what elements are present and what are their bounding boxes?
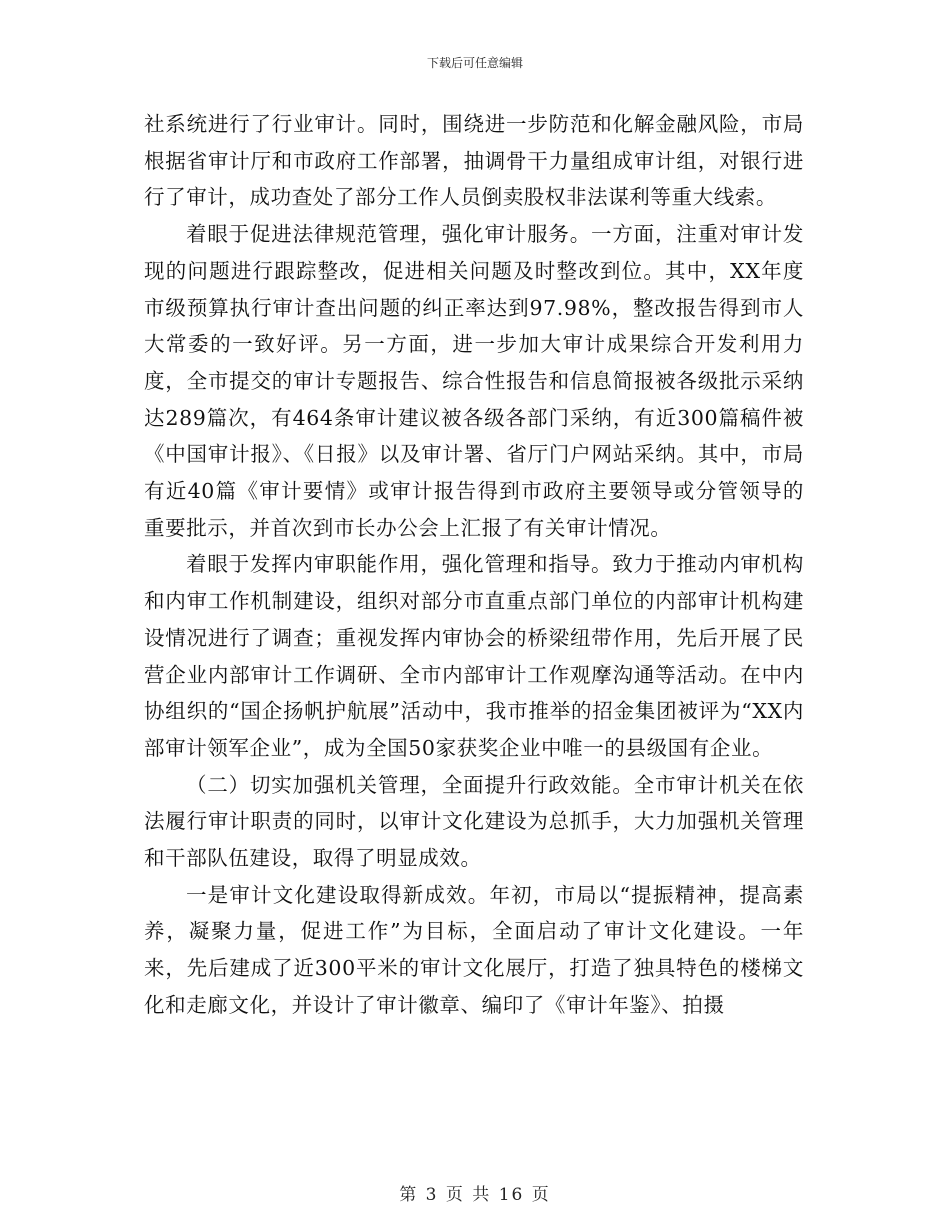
document-body: [144, 106, 804, 1024]
page-header: 下载后可任意编辑: [426, 56, 523, 70]
paragraph-2: 着眼于促进法律规范管理，强化审计服务。一方面，注重对审计发现的问题进行跟踪整改，促进相关问题及时整改到位。其中，XX年度市级预算执行审计查出问题的纠正率达到97.98%，整改报告得到市人大常委的一致好评。另一方面，进一步加大审计成果综合开发利用力度，全市提交的审计专题报告、综合性报告和信息简报被各级批示采纳达289篇次，有464条审计建议被各级各部门采纳，有近300篇稿件被《中国审计报》、《日报》以及审计署、省厅门户网站采纳。其中，市局有近40篇《审计要情》或审计报告得到市政府主要领导或分管领导的重要批示，并首次到市长办公会上汇报了有关审计情况。: [144, 222, 804, 540]
paragraph-1: 社系统进行了行业审计。同时，围绕进一步防范和化解金融风险，市局根据省审计厅和市政府工作部署，抽调骨干力量组成审计组，对银行进行了审计，成功查处了部分工作人员倒卖股权非法谋利等重大线索。: [144, 112, 804, 210]
page-footer: 第 3 页 共 16 页: [399, 1185, 551, 1205]
paragraph-4: （二）切实加强机关管理，全面提升行政效能。全市审计机关在依法履行审计职责的同时，以审计文化建设为总抓手，大力加强机关管理和干部队伍建设，取得了明显成效。: [144, 772, 804, 871]
paragraph-3: 着眼于发挥内审职能作用，强化管理和指导。致力于推动内审机构和内审工作机制建设，组织对部分市直重点部门单位的内部审计机构建设情况进行了调查；重视发挥内审协会的桥梁纽带作用，先后开展了民营企业内部审计工作调研、全市内部审计工作观摩沟通等活动。在中内协组织的“国企扬帆护航展”活动中，我市推举的招金集团被评为“XX内部审计领军企业”，成为全国50家获奖企业中唯一的县级国有企业。: [144, 552, 804, 760]
paragraph-5: 一是审计文化建设取得新成效。年初，市局以“提振精神，提高素养，凝聚力量，促进工作”为目标，全面启动了审计文化建设。一年来，先后建成了近300平米的审计文化展厅，打造了独具特色的楼梯文化和走廊文化，并设计了审计徽章、编印了《审计年鉴》、拍摄: [144, 882, 804, 1017]
